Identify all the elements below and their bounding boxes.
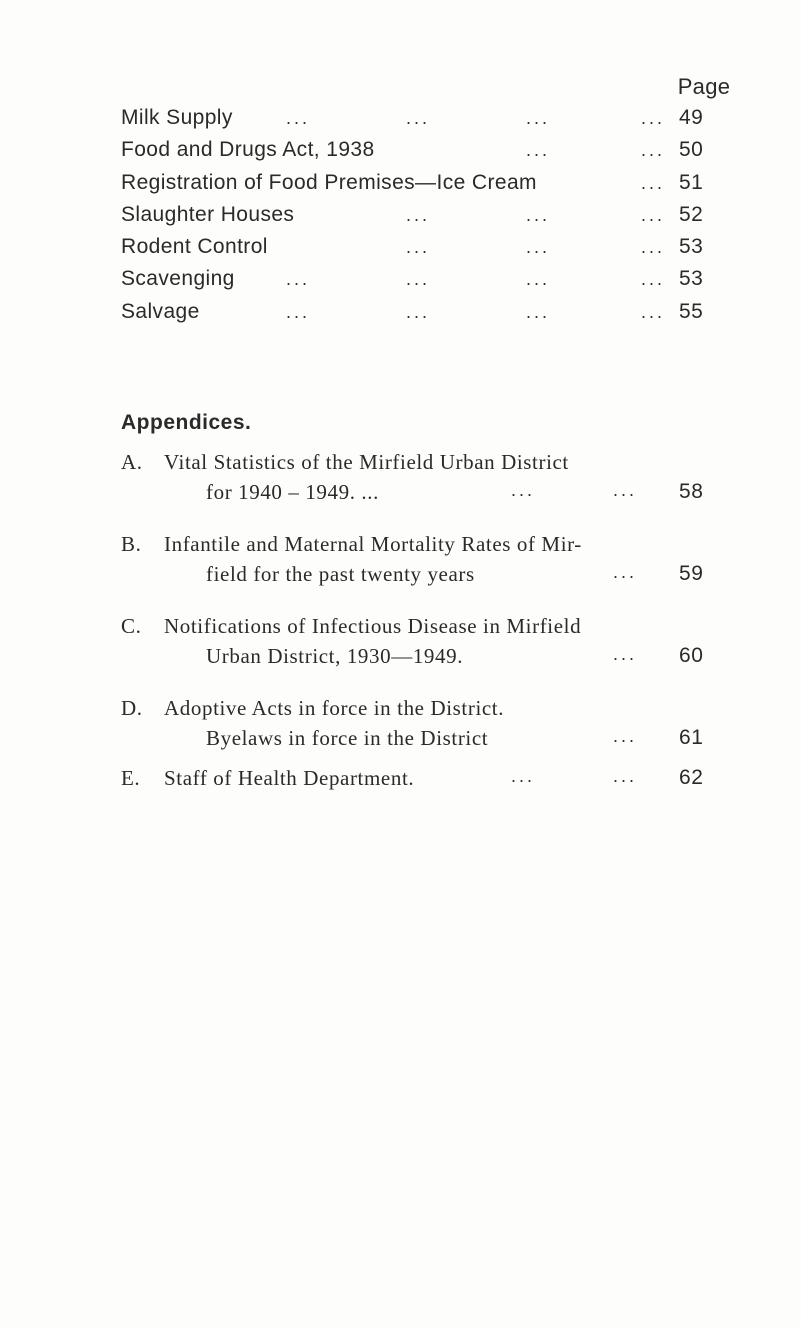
appendix-letter: C.	[121, 614, 142, 638]
leader-dots: ...	[286, 301, 311, 322]
appendix-title-line: Vital Statistics of the Mirfield Urban District	[164, 450, 569, 474]
leader-dots: ...	[526, 140, 551, 161]
toc-label: Scavenging	[121, 267, 235, 291]
appendix-page-number: 62	[679, 766, 704, 789]
appendix-letter: B.	[121, 532, 142, 556]
leader-dots: ...	[406, 301, 431, 322]
toc-row	[121, 199, 711, 231]
toc-row	[121, 231, 711, 263]
appendix-page-number: 59	[679, 562, 704, 585]
page-column-header: Page	[677, 74, 731, 99]
toc-page-number: 52	[679, 202, 704, 226]
appendix-title-line: Staff of Health Department.	[164, 766, 415, 790]
leader-dots: ...	[511, 766, 536, 786]
leader-dots: ...	[286, 269, 311, 290]
appendix-title-line: Infantile and Maternal Mortality Rates of Mir-	[164, 532, 582, 556]
appendices-heading: Appendices.	[121, 411, 252, 434]
appendix-item	[121, 532, 711, 592]
appendix-title-line: Urban District, 1930—1949.	[206, 644, 464, 668]
appendix-item	[121, 696, 711, 756]
toc-row	[121, 134, 711, 166]
leader-dots: ...	[613, 726, 638, 746]
toc-page-number: 51	[679, 170, 704, 194]
appendix-title-line: Notifications of Infectious Disease in Mirfield	[164, 614, 582, 638]
leader-dots: ...	[406, 237, 431, 258]
leader-dots: ...	[406, 269, 431, 290]
leader-dots: ...	[406, 108, 431, 128]
toc-page-number: 53	[679, 267, 704, 291]
toc-row	[121, 296, 711, 328]
appendix-title-line: Adoptive Acts in force in the District.	[164, 696, 505, 720]
leader-dots: ...	[526, 301, 551, 322]
toc-row	[121, 263, 711, 295]
appendix-item	[121, 766, 711, 798]
leader-dots: ...	[641, 204, 666, 225]
toc-label: Registration of Food Premises—Ice Cream	[121, 170, 537, 194]
leader-dots: ...	[641, 301, 666, 322]
appendix-page-number: 60	[679, 644, 704, 667]
leader-dots: ...	[641, 237, 666, 258]
leader-dots: ...	[613, 480, 638, 500]
leader-dots: ...	[526, 204, 551, 225]
appendix-title-line: field for the past twenty years	[206, 562, 475, 586]
toc-page-number: 55	[679, 299, 704, 323]
toc-page-number: 49	[679, 106, 704, 129]
appendix-title-line: for 1940 – 1949. ...	[206, 480, 379, 504]
leader-dots: ...	[526, 237, 551, 258]
leader-dots: ...	[641, 108, 666, 128]
toc-page-number: 53	[679, 235, 704, 259]
leader-dots: ...	[526, 269, 551, 290]
appendix-page-number: 58	[679, 480, 704, 503]
contents-list	[121, 102, 711, 328]
toc-row	[121, 167, 711, 199]
leader-dots: ...	[613, 562, 638, 582]
appendix-letter: D.	[121, 696, 143, 720]
toc-label: Rodent Control	[121, 235, 268, 259]
leader-dots: ...	[511, 480, 536, 500]
leader-dots: ...	[613, 766, 638, 786]
toc-row	[121, 102, 711, 134]
toc-label: Milk Supply	[121, 106, 233, 129]
leader-dots: ...	[406, 204, 431, 225]
appendix-letter: E.	[121, 766, 141, 790]
leader-dots: ...	[526, 108, 551, 128]
leader-dots: ...	[613, 644, 638, 664]
toc-label: Salvage	[121, 299, 200, 323]
leader-dots: ...	[641, 172, 666, 193]
appendix-item	[121, 450, 711, 510]
toc-label: Food and Drugs Act, 1938	[121, 138, 375, 162]
toc-page-number: 50	[679, 138, 704, 162]
leader-dots: ...	[641, 140, 666, 161]
appendix-letter: A.	[121, 450, 143, 474]
leader-dots: ...	[286, 108, 311, 128]
appendix-title-line: Byelaws in force in the District	[206, 726, 489, 750]
appendix-item	[121, 614, 711, 674]
appendix-page-number: 61	[679, 726, 704, 749]
toc-label: Slaughter Houses	[121, 202, 295, 226]
leader-dots: ...	[641, 269, 666, 290]
